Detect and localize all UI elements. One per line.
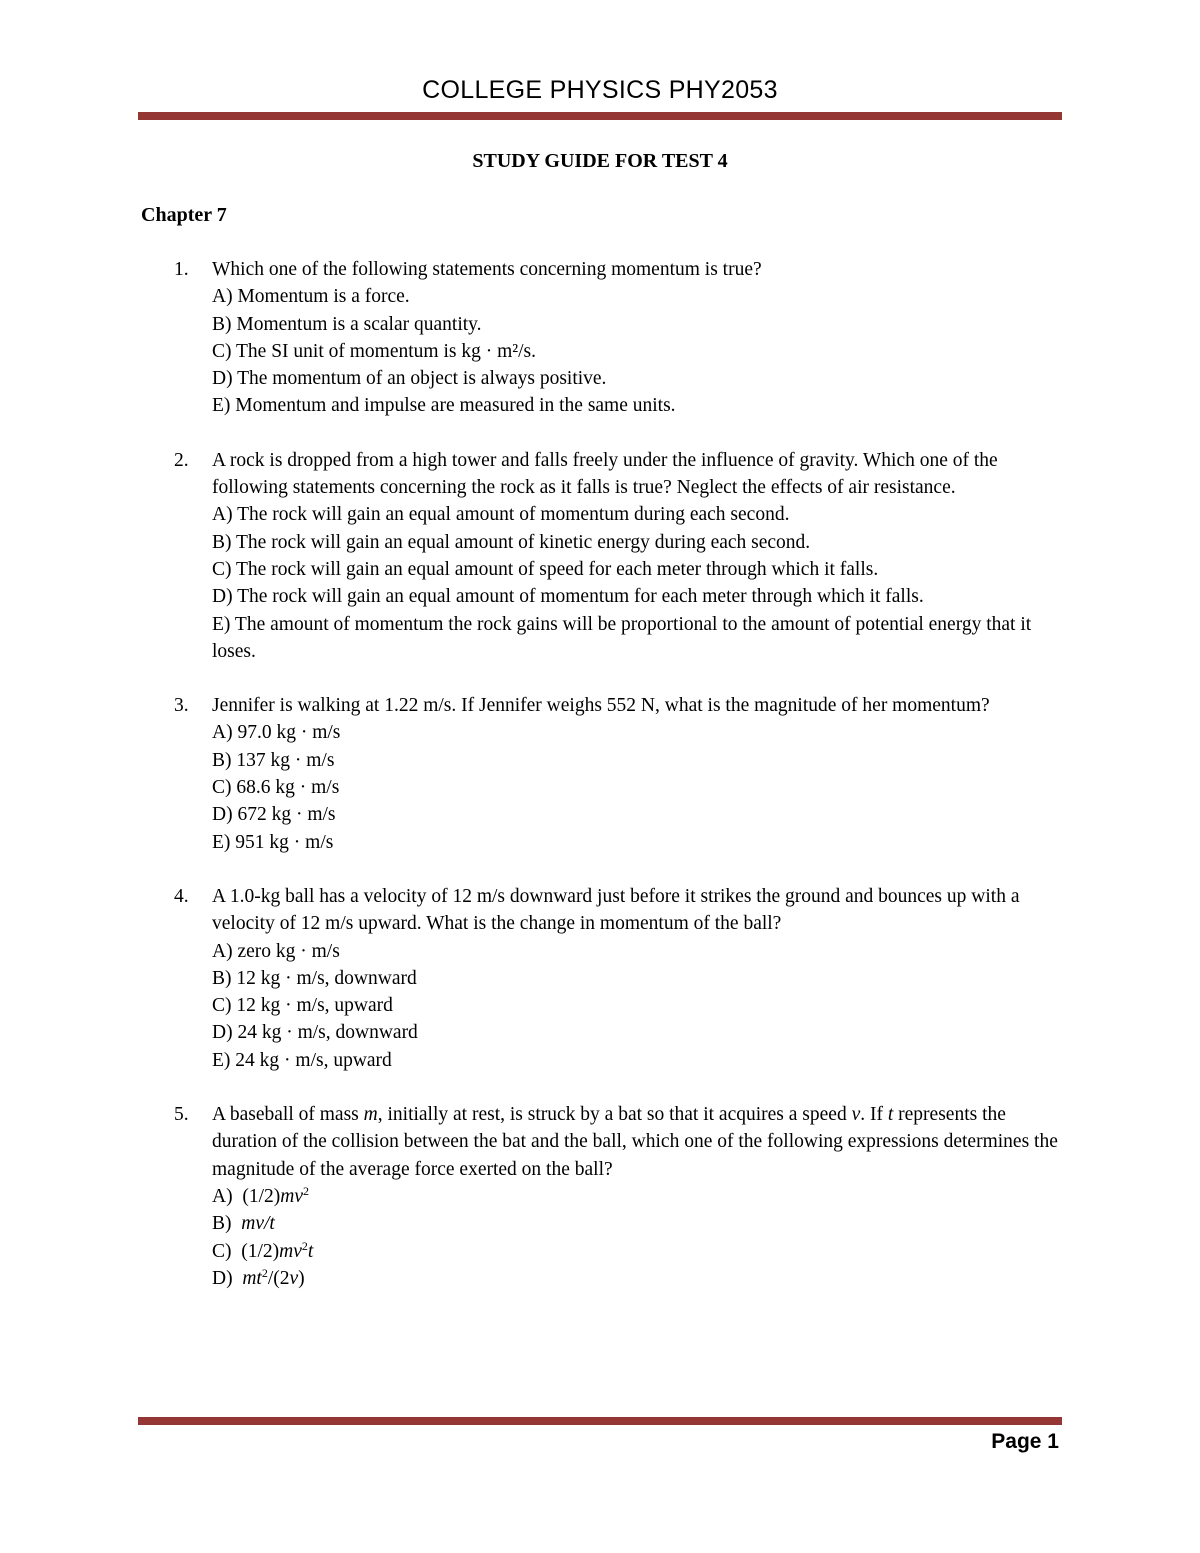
option-a: A) zero kg · m/s [212, 940, 340, 962]
question-number: 5. [174, 1104, 189, 1126]
question-stem: A 1.0-kg ball has a velocity of 12 m/s downward just before it strikes the ground and bounces up with a velocity of 12 m/s upward. What is the change in momentum of the ball? [212, 885, 1020, 935]
question-stem: A rock is dropped from a high tower and falls freely under the influence of gravity. Which one of the following statements concerning the rock as it falls is true? Neglect the effects of air resistance. [212, 449, 998, 499]
option-c: C) 68.6 kg · m/s [212, 777, 340, 799]
option-b: B) 12 kg · m/s, downward [212, 967, 417, 989]
option-c: C) The rock will gain an equal amount of speed for each meter through which it falls. [212, 558, 879, 580]
question-list [138, 256, 1062, 1319]
question-number: 1. [174, 259, 189, 280]
doc-title: STUDY GUIDE FOR TEST 4 [472, 150, 728, 172]
course-title: COLLEGE PHYSICS PHY2053 [422, 76, 778, 104]
page-number: Page 1 [991, 1430, 1059, 1453]
option-b: B) 137 kg · m/s [212, 749, 335, 771]
option-a: A) The rock will gain an equal amount of momentum during each second. [212, 504, 790, 526]
question-number: 4. [174, 885, 189, 907]
header-rule [138, 112, 1062, 120]
option-b: B) The rock will gain an equal amount of kinetic energy during each second. [212, 531, 811, 553]
option-a: A) Momentum is a force. [212, 286, 410, 308]
question-number: 3. [174, 695, 189, 717]
footer-rule [138, 1417, 1062, 1425]
question-2 [138, 447, 1062, 665]
option-e: E) 951 kg · m/s [212, 831, 334, 853]
question-1 [138, 256, 1062, 420]
option-b: B) Momentum is a scalar quantity. [212, 313, 482, 335]
option-a: A) 97.0 kg · m/s [212, 722, 341, 744]
option-c: C) 12 kg · m/s, upward [212, 995, 393, 1017]
option-d: D) The momentum of an object is always positive. [212, 368, 607, 390]
option-e: E) Momentum and impulse are measured in the same units. [212, 395, 676, 417]
option-e: E) The amount of momentum the rock gains will be proportional to the amount of potential energy that it loses. [212, 613, 1032, 662]
option-d: D) $mt^2/(2v)$ [212, 1265, 305, 1289]
question-4 [138, 883, 1062, 1074]
option-c: C) The SI unit of momentum is kg · m²/s. [212, 340, 536, 362]
question-stem: A baseball of mass m, initially at rest, is struck by a bat so that it acquires a speed v. If t represents the duration of the collision between the bat and the ball, which one of the following expressions determines the magnitude of the average force exerted on the ball? [212, 1104, 1058, 1180]
question-stem: Jennifer is walking at 1.22 m/s. If Jennifer weighs 552 N, what is the magnitude of her momentum? [212, 695, 990, 717]
question-5 [138, 1101, 1062, 1292]
option-a: A) $(1/2)mv^2$ [212, 1183, 309, 1207]
option-b: B) mv/t [212, 1213, 275, 1235]
question-3 [138, 692, 1062, 856]
chapter-heading: Chapter 7 [141, 204, 227, 226]
option-e: E) 24 kg · m/s, upward [212, 1049, 392, 1071]
question-number: 2. [174, 449, 189, 471]
option-d: D) 24 kg · m/s, downward [212, 1022, 418, 1044]
option-c: C) $(1/2)mv^2t$ [212, 1238, 314, 1262]
option-d: D) 672 kg · m/s [212, 804, 336, 826]
question-stem: Which one of the following statements concerning momentum is true? [212, 259, 762, 280]
option-d: D) The rock will gain an equal amount of momentum for each meter through which it falls. [212, 586, 924, 608]
